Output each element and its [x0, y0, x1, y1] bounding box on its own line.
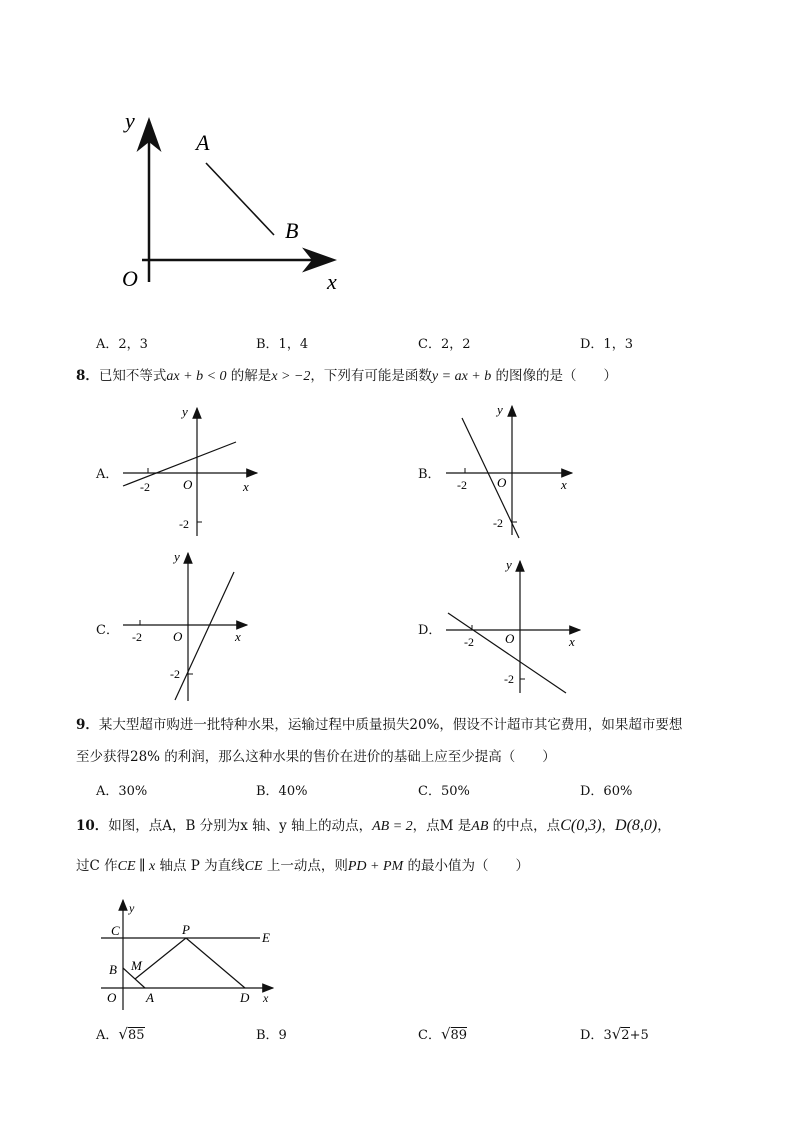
q10-x-label: x — [263, 991, 269, 1005]
q8-graph-c[interactable] — [115, 545, 265, 705]
q7-segment-ab — [206, 163, 274, 235]
q10-option-a[interactable] — [96, 1024, 145, 1043]
q9-number: 9． — [76, 717, 99, 733]
q10-line-2-a: 过C 作 — [76, 858, 118, 874]
q10-d-label: D — [240, 990, 250, 1005]
q8a-x-label: x — [243, 479, 249, 494]
q7-point-b: B — [285, 218, 299, 243]
q9-option-c[interactable]: C．50% — [418, 784, 470, 799]
sqrt-icon: √ — [440, 1025, 451, 1043]
q8-math-2: x > −2 — [271, 369, 311, 384]
q10-math-ce-parallel: CE ∥ x — [117, 859, 156, 874]
q10-math-ce: CE — [244, 859, 263, 874]
q7-option-c[interactable]: C．2，2 — [418, 337, 471, 352]
q8d-y-label: y — [506, 557, 512, 572]
q8c-neg2-x: -2 — [132, 630, 142, 644]
q10-option-d[interactable] — [580, 1024, 649, 1043]
q8a-y-label: y — [182, 404, 188, 419]
q8-option-c-label[interactable]: C． — [96, 623, 119, 638]
q8-graph-b[interactable] — [440, 400, 590, 545]
q9-line-1: 某大型超市购进一批特种水果，运输过程中质量损失20%，假设不计超市其它费用，如果超市要想 — [98, 717, 683, 733]
q10-line-1-b: ，点M 是 — [412, 818, 472, 834]
q10-option-d-tail: +5 — [629, 1028, 649, 1043]
q10-option-d-coef: 3 — [603, 1028, 612, 1043]
q8-option-d-label[interactable]: D． — [418, 623, 442, 638]
q8d-x-label: x — [569, 634, 575, 649]
q10-option-c-value: 89 — [450, 1028, 468, 1043]
q8b-function-line — [462, 418, 519, 538]
q7-point-a: A — [196, 130, 210, 155]
q10-e-label: E — [262, 930, 270, 945]
q10-line-1-d: ， — [601, 818, 616, 834]
q8a-neg2-y: -2 — [179, 517, 189, 531]
q8-text-4: 的图像的是（ ） — [491, 368, 618, 384]
q9-question-line-1 — [76, 715, 682, 735]
q9-option-d[interactable]: D．60% — [580, 784, 633, 799]
q10-option-c-label: C． — [418, 1028, 441, 1043]
q10-math-c: C(0,3) — [560, 817, 602, 834]
q10-math-pd-pm: PD + PM — [347, 859, 404, 874]
q10-line-2-c: 上一动点，则 — [262, 858, 348, 874]
q8c-x-label: x — [235, 629, 241, 644]
q10-line-1-e: ， — [657, 818, 671, 834]
q9-option-b[interactable]: B．40% — [256, 784, 308, 799]
q10-option-a-value: 85 — [127, 1028, 145, 1043]
q10-math-d: D(8,0) — [615, 817, 658, 834]
q8a-neg2-x: -2 — [140, 480, 150, 494]
q8d-neg2-x: -2 — [464, 635, 474, 649]
q8-graph-d[interactable] — [440, 555, 590, 700]
q10-segment-mp — [135, 938, 186, 979]
q10-y-label: y — [129, 901, 135, 915]
q8-graph-a[interactable] — [115, 400, 275, 540]
q10-number: 10． — [76, 818, 109, 834]
q8-text-3: ，下列有可能是函数 — [310, 368, 432, 384]
q10-line-1-a: 如图，点A，B 分别为x 轴、y 轴上的动点， — [108, 818, 373, 834]
q8c-y-label: y — [174, 549, 180, 564]
q10-option-d-label: D． — [580, 1028, 604, 1043]
q9-question-line-2: 至少获得28% 的利润，那么这种水果的售价在进价的基础上应至少提高（ ） — [76, 749, 556, 765]
q10-line-2-b: 轴点 P 为直线 — [155, 858, 245, 874]
q8-math-1: ax + b < 0 — [166, 369, 227, 384]
q7-figure — [110, 100, 360, 300]
q10-segment-pd — [186, 938, 245, 988]
q7-origin-label: O — [122, 266, 138, 291]
q8-option-a-label[interactable]: A． — [96, 467, 119, 482]
q8-text-1: 已知不等式 — [98, 368, 167, 384]
q10-o-label: O — [107, 990, 117, 1005]
q7-x-label: x — [327, 269, 337, 294]
q10-m-label: M — [131, 958, 142, 973]
q8a-origin: O — [183, 477, 193, 492]
q8c-origin: O — [173, 629, 183, 644]
q8b-y-label: y — [497, 402, 503, 417]
q9-option-a[interactable]: A．30% — [96, 784, 148, 799]
q10-line-2-d: 的最小值为（ ） — [403, 858, 529, 874]
q8-option-b-label[interactable]: B． — [418, 467, 441, 482]
q8-text-2: 的解是 — [226, 368, 272, 384]
q8-number: 8． — [76, 368, 99, 384]
q10-option-b[interactable]: B．9 — [256, 1028, 287, 1043]
q10-math-ab2: AB = 2 — [372, 819, 413, 834]
q10-figure — [95, 895, 285, 1015]
q10-option-a-label: A． — [96, 1028, 119, 1043]
q8b-neg2-x: -2 — [457, 478, 467, 492]
q10-b-label: B — [109, 962, 117, 977]
q8c-function-line — [175, 572, 234, 700]
q10-question-line-1 — [76, 816, 671, 837]
q10-c-label: C — [111, 923, 120, 938]
q8b-x-label: x — [561, 477, 567, 492]
q10-line-1-c: 的中点，点 — [488, 818, 561, 834]
q7-option-d[interactable]: D．1，3 — [580, 337, 633, 352]
sqrt-icon: √ — [118, 1025, 128, 1043]
q8c-neg2-y: -2 — [170, 667, 180, 681]
q10-option-d-root: 2 — [621, 1028, 630, 1043]
q10-option-c[interactable] — [418, 1024, 467, 1043]
q8d-origin: O — [505, 631, 515, 646]
q7-option-b[interactable]: B．1，4 — [256, 337, 309, 352]
q8-math-3: y = ax + b — [431, 369, 492, 384]
q8b-origin: O — [497, 475, 507, 490]
q7-y-label: y — [125, 108, 135, 133]
q10-p-label: P — [182, 922, 190, 937]
q10-a-label: A — [146, 990, 154, 1005]
sqrt-icon: √ — [611, 1025, 622, 1043]
q8b-neg2-y: -2 — [493, 516, 503, 530]
q10-question-line-2 — [76, 856, 529, 877]
q8d-neg2-y: -2 — [504, 672, 514, 686]
q8-question — [76, 366, 617, 387]
q10-math-ab: AB — [471, 819, 489, 834]
q7-option-a[interactable]: A．2，3 — [96, 337, 148, 352]
